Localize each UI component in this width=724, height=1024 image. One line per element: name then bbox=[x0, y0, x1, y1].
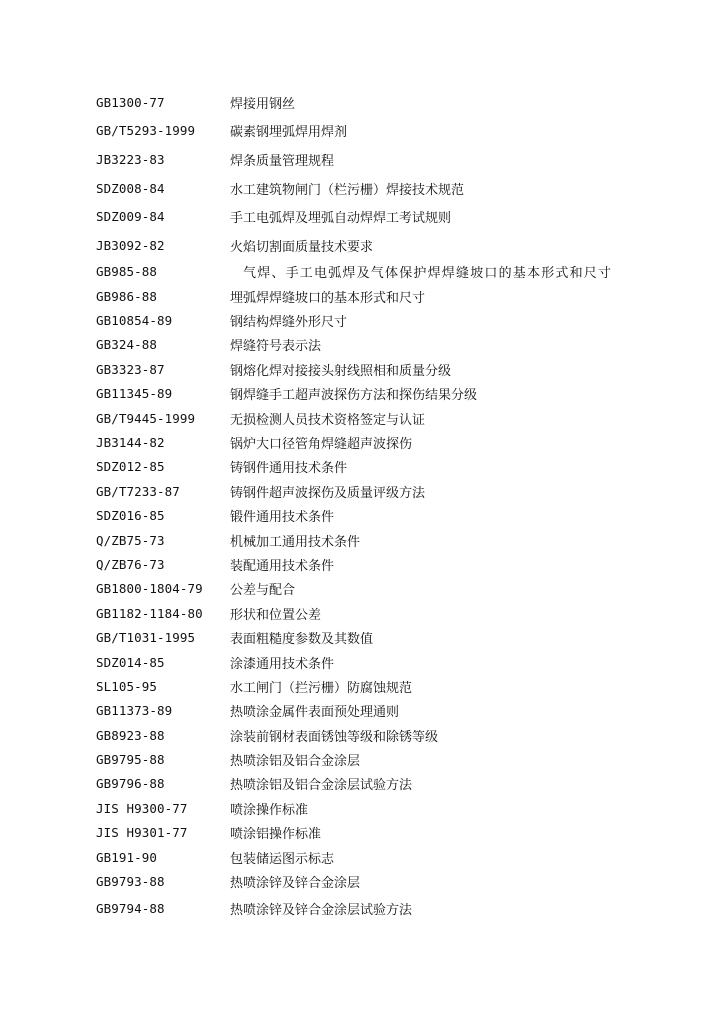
standard-code: GB9794-88 bbox=[96, 900, 165, 916]
standard-title: 手工电弧焊及埋弧自动焊焊工考试规则 bbox=[230, 211, 452, 227]
standard-code: Q/ZB75-73 bbox=[96, 532, 165, 548]
standard-row bbox=[96, 260, 696, 284]
standard-code: JIS H9300-77 bbox=[96, 800, 188, 816]
standard-code: GB324-88 bbox=[96, 337, 158, 353]
standard-row bbox=[96, 88, 696, 117]
standard-row bbox=[96, 845, 696, 869]
standard-title: 表面粗糙度参数及其数值 bbox=[230, 632, 374, 648]
standard-row bbox=[96, 231, 696, 260]
standard-code: GB9795-88 bbox=[96, 752, 165, 768]
standard-title: 无损检测人员技术资格签定与认证 bbox=[230, 412, 426, 428]
standard-code: SDZ016-85 bbox=[96, 508, 165, 524]
standard-title: 机械加工通用技术条件 bbox=[230, 534, 361, 550]
standard-code: JIS H9301-77 bbox=[96, 825, 188, 841]
standard-code: GB1800-1804-79 bbox=[96, 581, 203, 597]
standard-code: GB9793-88 bbox=[96, 874, 165, 890]
standard-row bbox=[96, 650, 696, 674]
standard-row bbox=[96, 455, 696, 479]
standard-row bbox=[96, 333, 696, 357]
standard-title: 水工闸门（拦污栅）防腐蚀规范 bbox=[230, 680, 413, 696]
standard-title: 焊接用钢丝 bbox=[230, 96, 296, 112]
standard-row bbox=[96, 430, 696, 454]
standard-row bbox=[96, 601, 696, 625]
standard-row bbox=[96, 308, 696, 332]
standard-code: GB1182-1184-80 bbox=[96, 605, 203, 621]
standard-row bbox=[96, 382, 696, 406]
standard-title: 焊条质量管理规程 bbox=[230, 153, 335, 169]
standard-row bbox=[96, 202, 696, 231]
standard-title: 喷涂铝操作标准 bbox=[230, 827, 322, 843]
standard-row bbox=[96, 577, 696, 601]
standard-row bbox=[96, 503, 696, 527]
standard-title: 热喷涂锌及锌合金涂层试验方法 bbox=[230, 902, 413, 918]
standard-code: JB3223-83 bbox=[96, 151, 165, 167]
standard-row bbox=[96, 747, 696, 771]
standard-row bbox=[96, 284, 696, 308]
standard-title: 涂装前钢材表面锈蚀等级和除锈等级 bbox=[230, 729, 439, 745]
standard-title: 热喷涂锌及锌合金涂层 bbox=[230, 876, 361, 892]
standard-title: 热喷涂金属件表面预处理通则 bbox=[230, 705, 400, 721]
standard-row bbox=[96, 528, 696, 552]
standard-row bbox=[96, 117, 696, 146]
standard-code: Q/ZB76-73 bbox=[96, 556, 165, 572]
standard-title: 火焰切割面质量技术要求 bbox=[230, 239, 374, 255]
standard-title: 铸钢件通用技术条件 bbox=[230, 461, 348, 477]
standard-code: GB985-88 bbox=[96, 264, 158, 280]
standard-row bbox=[96, 796, 696, 820]
standard-code: GB10854-89 bbox=[96, 313, 173, 329]
standard-row bbox=[96, 894, 696, 923]
standard-row bbox=[96, 357, 696, 381]
standard-title: 热喷涂铝及铝合金涂层 bbox=[230, 754, 361, 770]
standard-title: 水工建筑物闸门（栏污栅）焊接技术规范 bbox=[230, 182, 465, 198]
standard-title: 焊缝符号表示法 bbox=[230, 339, 322, 355]
standard-row bbox=[96, 821, 696, 845]
standard-title: 装配通用技术条件 bbox=[230, 558, 335, 574]
standards-list bbox=[96, 88, 696, 922]
standard-row bbox=[96, 723, 696, 747]
standard-title: 锻件通用技术条件 bbox=[230, 510, 335, 526]
standard-code: JB3144-82 bbox=[96, 434, 165, 450]
standard-title: 埋弧焊焊缝坡口的基本形式和尺寸 bbox=[230, 290, 426, 306]
standard-code: GB8923-88 bbox=[96, 727, 165, 743]
standard-code: JB3092-82 bbox=[96, 237, 165, 253]
standard-title: 钢熔化焊对接接头射线照相和质量分级 bbox=[230, 363, 452, 379]
standard-code: SDZ014-85 bbox=[96, 654, 165, 670]
standard-code: SL105-95 bbox=[96, 678, 158, 694]
standard-code: SDZ008-84 bbox=[96, 180, 165, 196]
standard-title: 碳素钢埋弧焊用焊剂 bbox=[230, 125, 348, 141]
standard-title: 公差与配合 bbox=[230, 583, 296, 599]
standard-title: 锅炉大口径管角焊缝超声波探伤 bbox=[230, 436, 413, 452]
standard-code: GB/T9445-1999 bbox=[96, 410, 196, 426]
standard-code: GB11373-89 bbox=[96, 703, 173, 719]
standard-title: 钢焊缝手工超声波探伤方法和探伤结果分级 bbox=[230, 388, 478, 404]
standard-code: GB986-88 bbox=[96, 288, 158, 304]
standard-row bbox=[96, 552, 696, 576]
standard-code: SDZ012-85 bbox=[96, 459, 165, 475]
standard-title: 热喷涂铝及铝合金涂层试验方法 bbox=[230, 778, 413, 794]
standard-title: 铸钢件超声波探伤及质量评级方法 bbox=[230, 485, 426, 501]
standard-row bbox=[96, 625, 696, 649]
standard-title: 包装储运图示标志 bbox=[230, 851, 335, 867]
standard-code: GB/T5293-1999 bbox=[96, 123, 196, 139]
standard-code: GB11345-89 bbox=[96, 386, 173, 402]
standard-title: 形状和位置公差 bbox=[230, 607, 322, 623]
standard-row bbox=[96, 869, 696, 893]
standard-row bbox=[96, 145, 696, 174]
standard-title: 气焊、手工电弧焊及气体保护焊焊缝坡口的基本形式和尺寸 bbox=[243, 266, 613, 282]
standard-row bbox=[96, 772, 696, 796]
standard-title: 喷涂操作标准 bbox=[230, 802, 309, 818]
standard-code: GB3323-87 bbox=[96, 361, 165, 377]
standard-code: GB191-90 bbox=[96, 849, 158, 865]
standard-code: GB/T7233-87 bbox=[96, 483, 180, 499]
standard-title: 涂漆通用技术条件 bbox=[230, 656, 335, 672]
standard-row bbox=[96, 174, 696, 203]
standard-code: GB/T1031-1995 bbox=[96, 630, 196, 646]
standard-row bbox=[96, 674, 696, 698]
standard-title: 钢结构焊缝外形尺寸 bbox=[230, 315, 348, 331]
standard-row bbox=[96, 479, 696, 503]
standard-row bbox=[96, 406, 696, 430]
standard-row bbox=[96, 699, 696, 723]
standard-code: GB1300-77 bbox=[96, 94, 165, 110]
standard-code: SDZ009-84 bbox=[96, 209, 165, 225]
standard-code: GB9796-88 bbox=[96, 776, 165, 792]
